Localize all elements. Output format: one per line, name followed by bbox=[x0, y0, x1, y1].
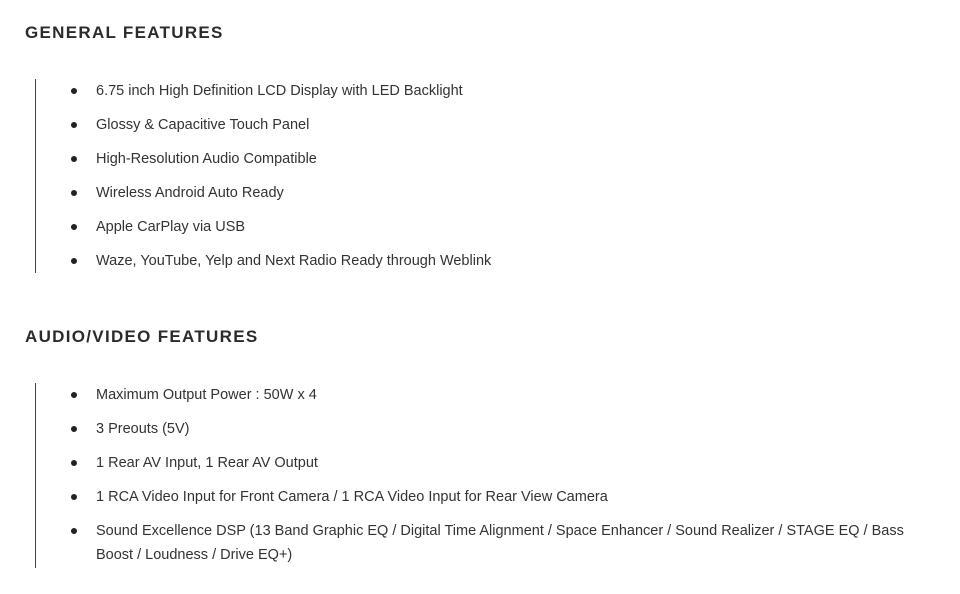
bullet-icon bbox=[71, 122, 77, 128]
list-item-text: 1 Rear AV Input, 1 Rear AV Output bbox=[96, 455, 318, 471]
list-item bbox=[36, 485, 936, 509]
list-item-text: Glossy & Capacitive Touch Panel bbox=[96, 117, 310, 133]
bullet-icon bbox=[71, 224, 77, 230]
list-item bbox=[36, 519, 936, 567]
list-item-text: Wireless Android Auto Ready bbox=[96, 185, 284, 201]
list-item bbox=[36, 383, 936, 407]
list-item-text: 3 Preouts (5V) bbox=[96, 421, 190, 437]
list-item bbox=[36, 181, 936, 205]
list-item bbox=[36, 249, 936, 273]
list-item bbox=[36, 113, 936, 137]
list-item bbox=[36, 451, 936, 475]
list-item-text: 6.75 inch High Definition LCD Display with LED Backlight bbox=[96, 83, 463, 99]
section-title-audio-video-features: AUDIO/VIDEO FEATURES bbox=[25, 327, 259, 346]
bullet-icon bbox=[71, 156, 77, 162]
bullet-icon bbox=[71, 528, 77, 534]
bullet-icon bbox=[71, 392, 77, 398]
bullet-icon bbox=[71, 494, 77, 500]
audio-video-features-block bbox=[35, 383, 936, 568]
list-item-text: Maximum Output Power : 50W x 4 bbox=[96, 387, 317, 403]
bullet-icon bbox=[71, 426, 77, 432]
general-features-block bbox=[35, 79, 936, 273]
bullet-icon bbox=[71, 190, 77, 196]
list-item-text: Apple CarPlay via USB bbox=[96, 219, 246, 235]
list-item bbox=[36, 417, 936, 441]
list-item-text: Sound Excellence DSP (13 Band Graphic EQ / Digital Time Alignment / Space Enhancer / Sound Realizer / STAGE EQ / Bass Boost / Loudness / Drive EQ+) bbox=[96, 523, 904, 563]
list-item-text: 1 RCA Video Input for Front Camera / 1 RCA Video Input for Rear View Camera bbox=[96, 489, 608, 505]
bullet-icon bbox=[71, 88, 77, 94]
list-item-text: Waze, YouTube, Yelp and Next Radio Ready through Weblink bbox=[96, 253, 492, 269]
audio-video-features-list bbox=[36, 383, 936, 577]
bullet-icon bbox=[71, 258, 77, 264]
general-features-list bbox=[36, 79, 936, 283]
list-item bbox=[36, 147, 936, 171]
list-item bbox=[36, 215, 936, 239]
list-item bbox=[36, 79, 936, 103]
list-item-text: High-Resolution Audio Compatible bbox=[96, 151, 317, 167]
section-title-general-features: GENERAL FEATURES bbox=[25, 23, 224, 42]
bullet-icon bbox=[71, 460, 77, 466]
